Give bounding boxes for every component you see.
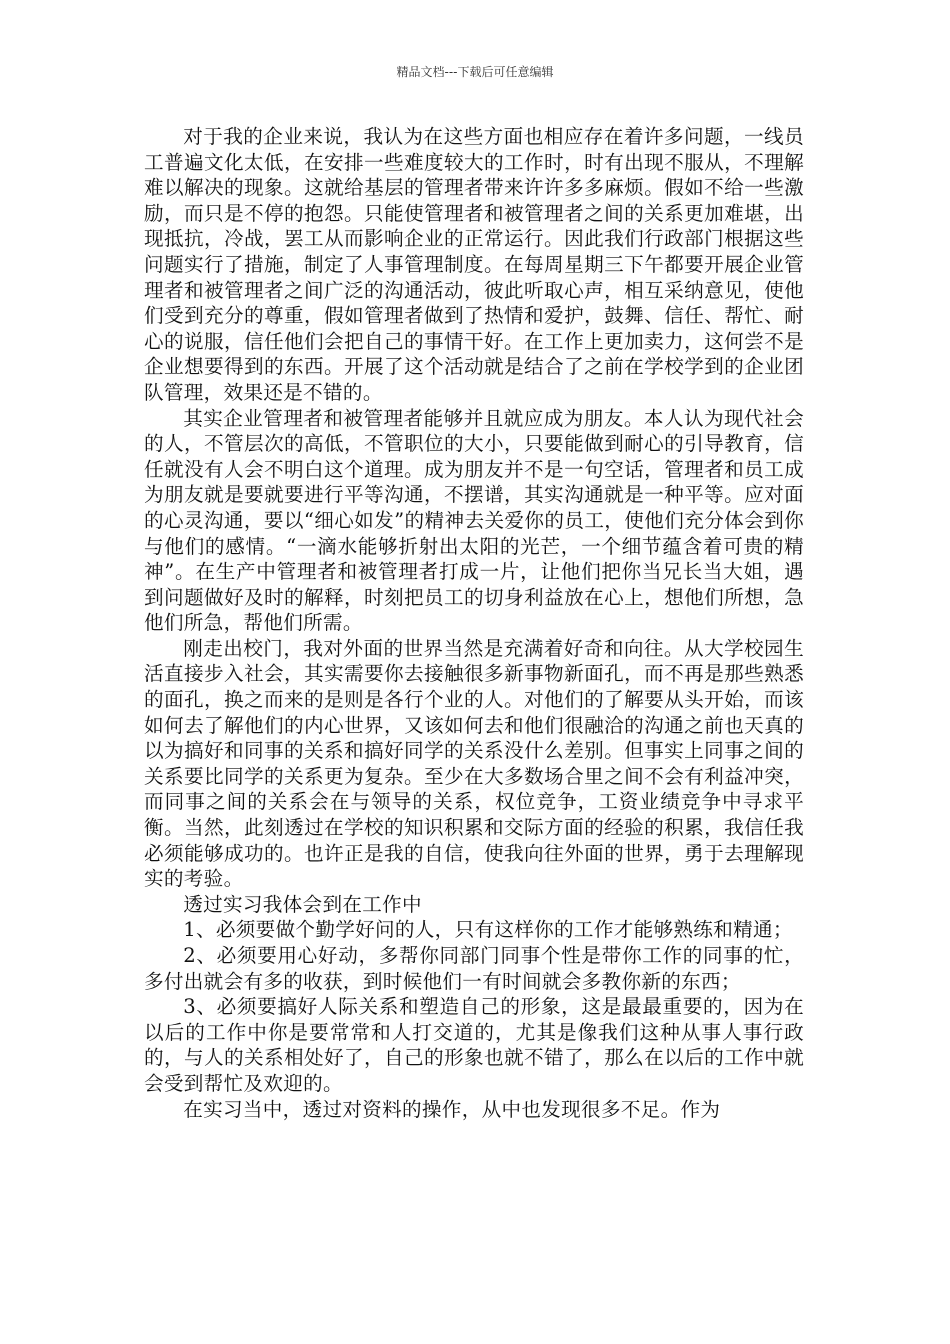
list-item-lesson-3: 3、必须要搞好人际关系和塑造自己的形象，这是最最重要的，因为在以后的工作中你是要常常和人打交道的，尤其是像我们这种从事人事行政的，与人的关系相处好了，自己的形象也就不错了，那么在以后的工作中就会受到帮忙及欢迎的。: [144, 995, 804, 1095]
list-item-lesson-1: 1、必须要做个勤学好问的人，只有这样你的工作才能够熟练和精通；: [183, 918, 793, 942]
list-item-lesson-2: 2、必须要用心好动，多帮你同部门同事个性是带你工作的同事的忙，多付出就会有多的收获，到时候他们一有时间就会多教你新的东西；: [144, 944, 804, 993]
paragraph-managers-as-friends: 其实企业管理者和被管理者能够并且就应成为朋友。本人认为现代社会的人，不管层次的高低，不管职位的大小，只要能做到耐心的引导教育，信任就没有人会不明白这个道理。成为朋友并不是一句空话，管理者和员工成为朋友就是要就要进行平等沟通，不摆谱，其实沟通就是一种平等。应对面的心灵沟通，要以“细心如发”的精神去关爱你的员工，使他们充分体会到你与他们的感情。“一滴水能够折射出太阳的光芒，一个细节蕴含着可贵的精神”。在生产中管理者和被管理者打成一片，让他们把你当兄长当大姐，遇到问题做好及时的解释，时刻把员工的切身利益放在心上，想他们所想，急他们所急，帮他们所需。: [144, 406, 804, 635]
page-header-watermark: 精品文档---下载后可任意编辑: [396, 65, 554, 79]
document-body: [144, 124, 804, 1122]
paragraph-enterprise-problems: 对于我的企业来说，我认为在这些方面也相应存在着许多问题，一线员工普遍文化太低，在安排一些难度较大的工作时，时有出现不服从，不理解难以解决的现象。这就给基层的管理者带来许许多多麻烦。假如不给一些激励，而只是不停的抱怨。只能使管理者和被管理者之间的关系更加难堪，出现抵抗，冷战，罢工从而影响企业的正常运行。因此我们行政部门根据这些问题实行了措施，制定了人事管理制度。在每周星期三下午都要开展企业管理者和被管理者之间广泛的沟通活动，彼此听取心声，相互采纳意见，使他们受到充分的尊重，假如管理者做到了热情和爱护，鼓舞、信任、帮忙、耐心的说服，信任他们会把自己的事情干好。在工作上更加卖力，这何尝不是企业想要得到的东西。开展了这个活动就是结合了之前在学校学到的企业团队管理，效果还是不错的。: [144, 125, 804, 404]
paragraph-leaving-school: 刚走出校门，我对外面的世界当然是充满着好奇和向往。从大学校园生活直接步入社会，其实需要你去接触很多新事物新面孔，而不再是那些熟悉的面孔，换之而来的是则是各行个业的人。对他们的了解要从头开始，而该如何去了解他们的内心世界，又该如何去和他们很融洽的沟通之前也天真的以为搞好和同事的关系和搞好同学的关系没什么差别。但事实上同事之间的关系要比同学的关系更为复杂。至少在大多数场合里之间不会有利益冲突，而同事之间的关系会在与领导的关系，权位竞争，工资业绩竞争中寻求平衡。当然，此刻透过在学校的知识积累和交际方面的经验的积累，我信任我必须能够成功的。也许正是我的自信，使我向往外面的世界，勇于去理解现实的考验。: [144, 636, 804, 891]
paragraph-internship-lessons-intro: 透过实习我体会到在工作中: [183, 892, 422, 916]
paragraph-shortcomings: 在实习当中，透过对资料的操作，从中也发现很多不足。作为: [183, 1097, 721, 1121]
